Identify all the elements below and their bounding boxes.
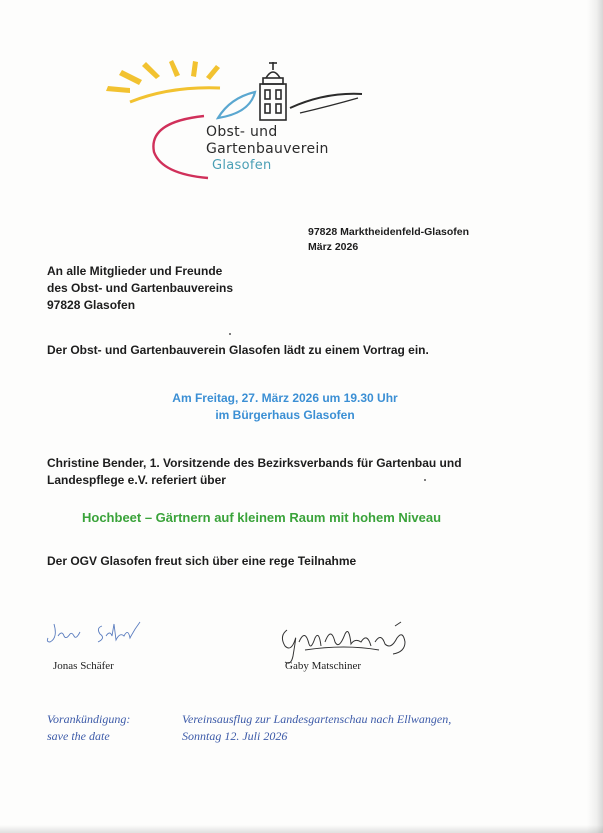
closing-text: Der OGV Glasofen freut sich über eine rege Teilnahme xyxy=(47,554,357,568)
announcement-label-line2: save the date xyxy=(47,729,110,743)
announcement-label xyxy=(47,711,130,745)
invitation-text: Der Obst- und Gartenbauverein Glasofen lädt zu einem Vortrag ein. xyxy=(47,343,429,357)
event-date-time: Am Freitag, 27. März 2026 um 19.30 Uhr xyxy=(172,391,398,405)
speaker-line2: Landespflege e.V. referiert über xyxy=(47,473,226,487)
speaker-line1: Christine Bender, 1. Vorsitzende des Bezirksverbands für Gartenbau und xyxy=(47,456,462,470)
logo-text-line1: Obst- und xyxy=(206,124,278,140)
sender-address: 97828 Marktheidenfeld-Glasofen xyxy=(308,226,470,238)
recipient-block xyxy=(47,263,233,314)
announcement-text-line1: Vereinsausflug zur Landesgartenschau nach Ellwangen, xyxy=(182,712,452,726)
announcement-label-line1: Vorankündigung: xyxy=(47,712,131,726)
signature-left-icon xyxy=(44,618,174,648)
scan-shadow-right xyxy=(587,0,603,833)
scan-shadow-bottom xyxy=(0,825,603,833)
recipient-line2: des Obst- und Gartenbauvereins xyxy=(47,281,234,295)
event-location: im Bürgerhaus Glasofen xyxy=(215,408,355,422)
logo-text-line2: Gartenbauverein xyxy=(206,141,329,157)
sender-date: März 2026 xyxy=(308,241,359,253)
club-logo xyxy=(100,58,380,183)
talk-topic: Hochbeet – Gärtnern auf kleinem Raum mit hohem Niveau xyxy=(82,510,442,525)
announcement-text-line2: Sonntag 12. Juli 2026 xyxy=(182,729,288,743)
speaker-block xyxy=(47,455,462,489)
scan-speck xyxy=(424,479,426,481)
sender-block xyxy=(308,225,469,255)
signer-name-right: Gaby Matschiner xyxy=(285,660,362,672)
recipient-line1: An alle Mitglieder und Freunde xyxy=(47,264,223,278)
logo-text-line3: Glasofen xyxy=(212,158,272,173)
announcement-text xyxy=(182,711,451,745)
scan-speck xyxy=(229,333,231,335)
signer-name-left: Jonas Schäfer xyxy=(53,660,114,672)
recipient-line3: 97828 Glasofen xyxy=(47,298,136,312)
